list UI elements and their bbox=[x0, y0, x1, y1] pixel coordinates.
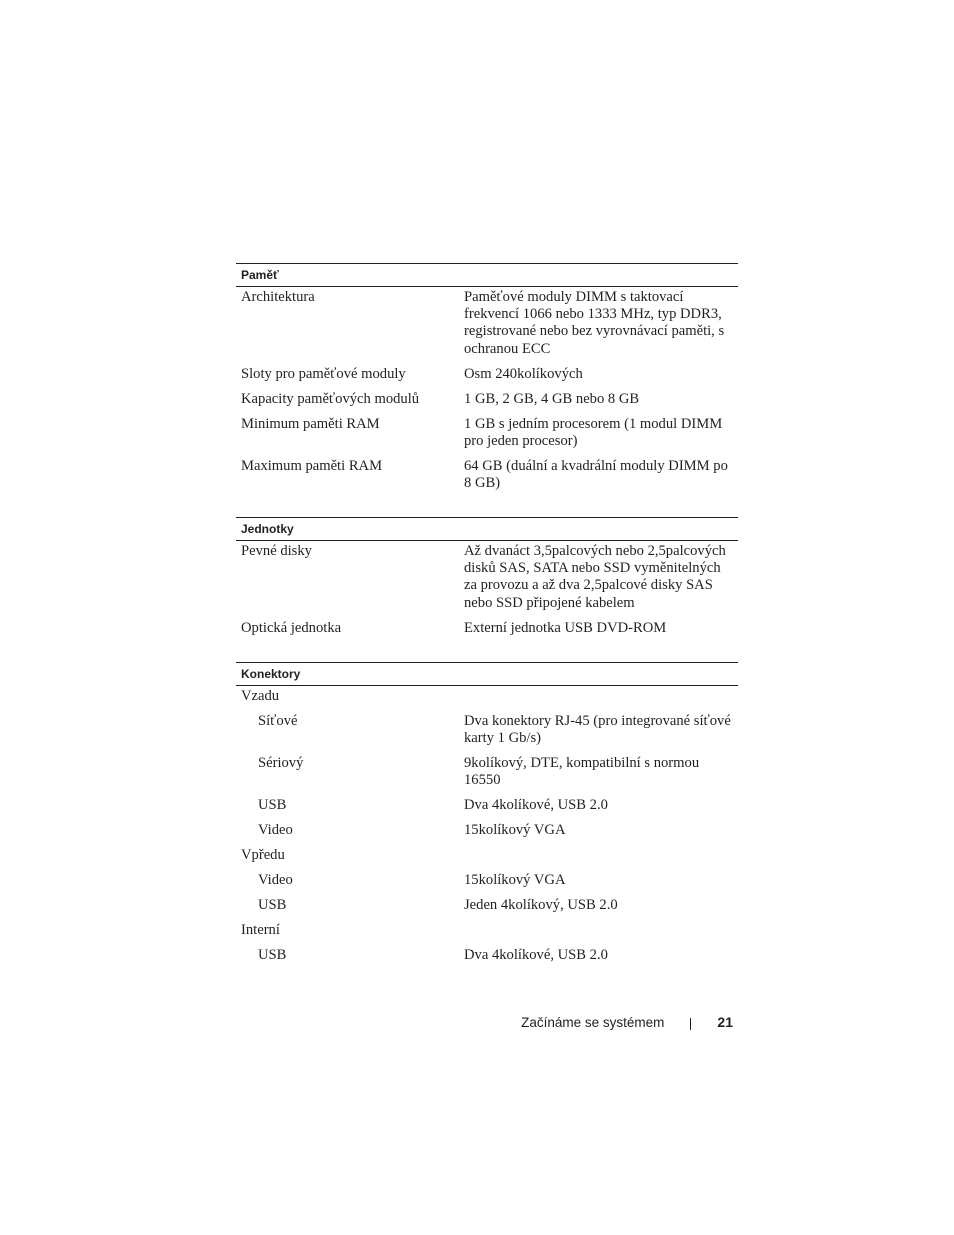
spec-row bbox=[236, 755, 738, 797]
spec-row bbox=[236, 713, 738, 755]
section-heading: Paměť bbox=[236, 263, 738, 287]
section-heading: Jednotky bbox=[236, 517, 738, 541]
spec-label: Síťové bbox=[258, 712, 298, 729]
section-pamet bbox=[236, 263, 738, 500]
spec-value bbox=[464, 688, 738, 705]
spec-label: USB bbox=[258, 947, 287, 964]
spec-group-label: Vpředu bbox=[241, 847, 285, 864]
spec-group-label: Vzadu bbox=[241, 687, 280, 704]
spec-row bbox=[236, 620, 738, 645]
spec-row bbox=[236, 822, 738, 847]
spec-value: 9kolíkový, DTE, kompatibilní s normou 16550 bbox=[464, 754, 700, 789]
spec-value: 15kolíkový VGA bbox=[464, 872, 566, 889]
spec-value: Osm 240kolíkových bbox=[464, 365, 583, 382]
footer-separator bbox=[690, 1018, 691, 1030]
page-footer bbox=[521, 1014, 733, 1030]
spec-row bbox=[236, 458, 738, 500]
spec-value: Jeden 4kolíkový, USB 2.0 bbox=[464, 897, 618, 914]
section-konektory bbox=[236, 662, 738, 972]
spec-value bbox=[464, 922, 738, 939]
spec-value: 1 GB, 2 GB, 4 GB nebo 8 GB bbox=[464, 390, 640, 407]
spec-label: USB bbox=[258, 897, 287, 914]
spec-table bbox=[236, 263, 738, 989]
spec-label: Pevné disky bbox=[241, 543, 312, 560]
spec-label: Optická jednotka bbox=[241, 619, 342, 636]
spec-label: Sloty pro paměťové moduly bbox=[241, 365, 406, 382]
spec-row bbox=[236, 416, 738, 458]
spec-label: Sériový bbox=[258, 754, 304, 771]
spec-row bbox=[236, 543, 738, 620]
section-jednotky bbox=[236, 517, 738, 645]
spec-label: Video bbox=[258, 822, 293, 839]
spec-group-row bbox=[236, 688, 738, 713]
spec-value: Paměťové moduly DIMM s taktovací frekvencí 1066 nebo 1333 MHz, typ DDR3, registrované nebo bez vyrovnávací paměti, s ochranou ECC bbox=[464, 289, 725, 357]
spec-group-row bbox=[236, 847, 738, 872]
spec-value: 15kolíkový VGA bbox=[464, 822, 566, 839]
spec-row bbox=[236, 947, 738, 972]
spec-group-label: Interní bbox=[241, 922, 280, 939]
spec-group-row bbox=[236, 922, 738, 947]
spec-row bbox=[236, 897, 738, 922]
spec-value: 64 GB (duální a kvadrální moduly DIMM po 8 GB) bbox=[464, 457, 728, 492]
footer-title: Začínáme se systémem bbox=[521, 1014, 665, 1030]
spec-label: Maximum paměti RAM bbox=[241, 457, 383, 474]
page-number: 21 bbox=[717, 1014, 733, 1030]
section-heading: Konektory bbox=[236, 662, 738, 686]
spec-row bbox=[236, 872, 738, 897]
spec-label: USB bbox=[258, 797, 287, 814]
spec-row bbox=[236, 366, 738, 391]
spec-value: Až dvanáct 3,5palcových nebo 2,5palcových disků SAS, SATA nebo SSD vyměnitelných za provozu a až dva 2,5palcové disky SAS nebo SSD připojené kabelem bbox=[464, 543, 726, 611]
spec-row bbox=[236, 391, 738, 416]
spec-value: Dva konektory RJ-45 (pro integrované síťové karty 1 Gb/s) bbox=[464, 712, 731, 746]
spec-label: Minimum paměti RAM bbox=[241, 415, 380, 432]
spec-value: Externí jednotka USB DVD-ROM bbox=[464, 619, 667, 636]
spec-label: Architektura bbox=[241, 289, 315, 305]
spec-row bbox=[236, 797, 738, 822]
spec-label: Video bbox=[258, 872, 293, 889]
spec-label: Kapacity paměťových modulů bbox=[241, 390, 420, 407]
spec-value bbox=[464, 847, 738, 864]
spec-value: Dva 4kolíkové, USB 2.0 bbox=[464, 947, 608, 964]
spec-row bbox=[236, 289, 738, 366]
spec-value: Dva 4kolíkové, USB 2.0 bbox=[464, 797, 608, 814]
spec-value: 1 GB s jedním procesorem (1 modul DIMM pro jeden procesor) bbox=[464, 415, 723, 449]
